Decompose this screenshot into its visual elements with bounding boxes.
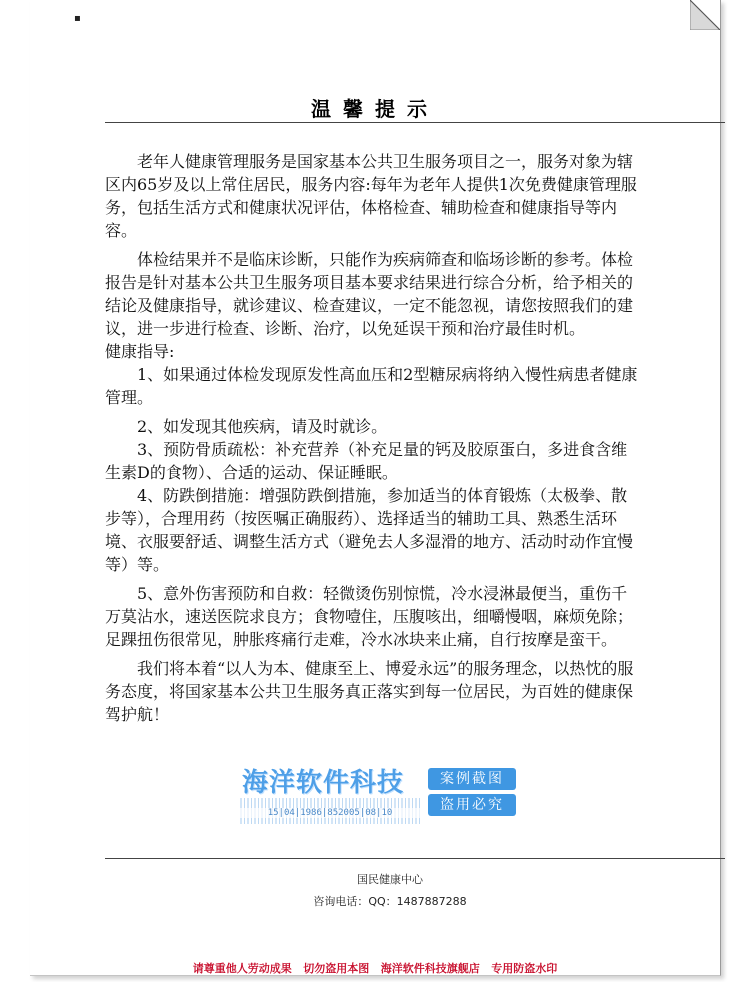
watermark-code: 15|04|1986|852005|08|10 xyxy=(240,808,420,818)
watermark-badge-warning: 盗用必究 xyxy=(428,794,516,816)
guide-heading: 健康指导: xyxy=(105,342,175,361)
watermark-brand: 海洋软件科技 xyxy=(242,768,405,798)
guide-item-4: 4、防跌倒措施：增强防跌倒措施，参加适当的体育锻炼（太极拳、散步等），合理用药（按医嘱正确服药）、选择适当的辅助工具、熟悉生活环境、衣服要舒适、调整生活方式（避免去人多湿滑的地方、活动时动作宜慢等）等。 xyxy=(105,486,634,574)
watermark xyxy=(240,762,520,832)
guide-item-2: 2、如发现其他疾病，请及时就诊。 xyxy=(137,417,388,436)
guide-item-1: 1、如果通过体检发现原发性高血压和2型糖尿病将纳入慢性病患者健康管理。 xyxy=(105,365,638,407)
footer-divider xyxy=(105,858,725,859)
closing-paragraph: 我们将本着“以人为本、健康至上、博爱永远”的服务理念，以热忱的服务态度，将国家基本公共卫生服务真正落实到每一位居民，为百姓的健康保驾护航！ xyxy=(105,659,634,724)
antitheft-banner: 请尊重他人劳动成果 切勿盗用本图 海洋软件科技旗舰店 专用防盗水印 xyxy=(192,962,558,975)
guide-item-5: 5、意外伤害预防和自救：轻微烫伤别惊慌，冷水浸淋最便当，重伤千万莫沾水，速送医院求良方；食物噎住，压腹咳出，细嚼慢咽，麻烦免除；足踝扭伤很常见，肿胀疼痛行走难，冷水冰块来止痛，自行按摩是蛮干。 xyxy=(105,584,634,649)
watermark-badge-sample: 案例截图 xyxy=(428,768,516,790)
page-mark: ▪ xyxy=(74,13,81,24)
title-divider xyxy=(105,122,725,123)
exam-result-paragraph: 体检结果并不是临床诊断，只能作为疾病筛查和临场诊断的参考。体检报告是针对基本公共卫生服务项目基本要求结果进行综合分析，给予相关的结论及健康指导，就诊建议、检查建议，一定不能忽视，请您按照我们的建议，进一步进行检查、诊断、治疗，以免延误干预和治疗最佳时机。 xyxy=(105,250,634,338)
guide-item-3: 3、预防骨质疏松：补充营养（补充足量的钙及胶原蛋白，多进食含维生素D的食物）、合适的运动、保证睡眠。 xyxy=(105,440,628,482)
contact-info: 咨询电话：QQ：1487887288 xyxy=(313,895,467,908)
page-fold-corner xyxy=(690,0,720,30)
notice-body xyxy=(105,150,640,726)
organization-name: 国民健康中心 xyxy=(357,873,423,886)
intro-paragraph: 老年人健康管理服务是国家基本公共卫生服务项目之一，服务对象为辖区内65岁及以上常住居民，服务内容:每年为老年人提供1次免费健康管理服务，包括生活方式和健康状况评估，体格检查、辅助检查和健康指导等内容。 xyxy=(105,152,637,240)
page-title: 温馨提示 xyxy=(311,97,439,121)
